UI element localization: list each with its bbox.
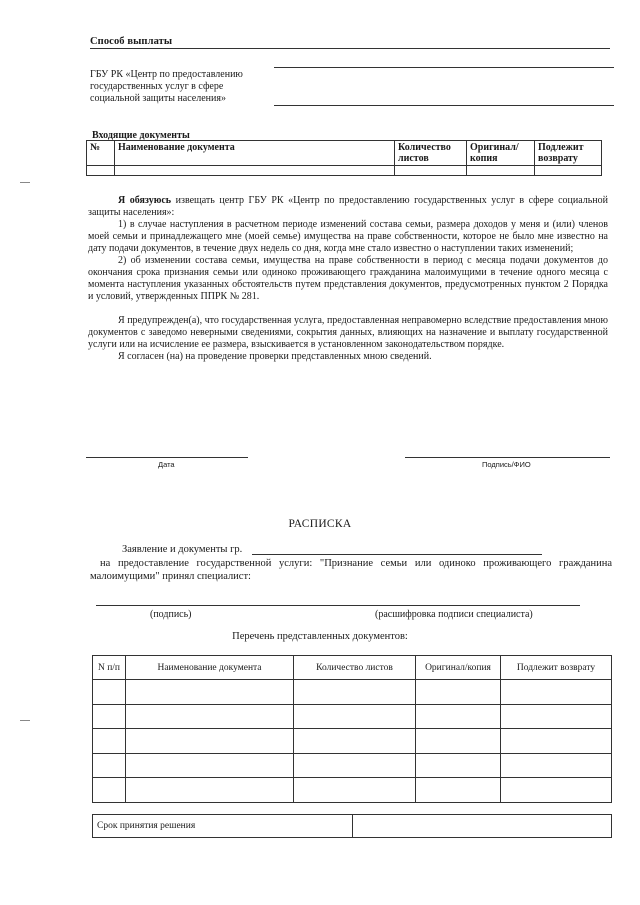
table-row[interactable] [93,704,612,729]
column-header: Оригинал/ копия [467,141,535,166]
documents-list-title: Перечень представленных документов: [232,631,408,642]
organization-fill-line[interactable] [274,105,614,106]
table-row[interactable] [93,815,612,838]
obligation-item-1: 1) в случае наступления в расчетном периоде изменений состава семьи, размера доходов у меня и (или) членов моей семьи и принадлежащего мне (моей семье) имущества на праве собственности, которое не было мне известно на дату подачи документов, в течение двух недель со дня, когда мне стало известно о наступлении таких изменений; [88,219,608,254]
table-cell[interactable] [126,680,294,705]
table-cell[interactable] [395,166,467,176]
table-cell[interactable] [416,753,501,778]
table-cell[interactable] [93,704,126,729]
margin-mark [20,720,30,721]
table-cell[interactable] [126,778,294,803]
receipt-line-2: на предоставление государственной услуги: "Признание семьи или одиноко проживающего гражданина малоимущими" принял специалист: [90,558,612,582]
organization-name [90,69,270,105]
obligation-text [88,195,608,363]
table-cell[interactable] [501,753,612,778]
incoming-documents-heading: Входящие документы [92,130,190,141]
table-cell[interactable] [501,778,612,803]
margin-mark [20,182,30,183]
organization-line: государственных услуг в сфере [90,81,224,92]
obligation-bold: Я обязуюсь [118,195,172,206]
table-header-row [93,656,612,680]
consent-paragraph: Я согласен (на) на проведение проверки представленных мною сведений. [118,351,432,362]
organization-line: ГБУ РК «Центр по предоставлению [90,69,243,80]
table-cell[interactable] [467,166,535,176]
specialist-sign-label: (подпись) [150,609,192,620]
table-cell[interactable] [93,680,126,705]
table-cell[interactable] [416,778,501,803]
table-row[interactable] [93,753,612,778]
receipt-title: РАСПИСКА [288,518,352,530]
column-header: Количество листов [395,141,467,166]
obligation-intro-text: извещать центр ГБУ РК «Центр по предоставлению государственных услуг в сфере социальной защиты населения»: [88,195,608,218]
table-cell[interactable] [93,729,126,754]
decision-deadline-label: Срок принятия решения [93,815,353,838]
column-header: Подлежит возврату [501,656,612,680]
table-cell[interactable] [115,166,395,176]
receipt-documents-table [92,655,612,803]
column-header: № [87,141,115,166]
signature-line[interactable] [405,457,610,458]
organization-fill-line[interactable] [274,67,614,68]
signature-label: Подпись/ФИО [482,460,531,469]
table-cell[interactable] [294,680,416,705]
column-header: Наименование документа [126,656,294,680]
decision-deadline-table [92,814,612,838]
table-row[interactable] [87,166,602,176]
column-header: N п/п [93,656,126,680]
table-cell[interactable] [294,778,416,803]
table-cell[interactable] [294,753,416,778]
organization-line: социальной защиты населения» [90,93,226,104]
table-cell[interactable] [416,729,501,754]
specialist-signature-line[interactable] [96,605,580,606]
table-cell[interactable] [126,704,294,729]
table-cell[interactable] [535,166,602,176]
incoming-documents-table [86,140,602,176]
payment-method-heading: Способ выплаты [90,36,610,49]
table-cell[interactable] [416,704,501,729]
obligation-item-2: 2) об изменении состава семьи, имущества на праве собственности в период с месяца подачи документов до окончания срока признания семьи или одиноко проживающего гражданина малоимущими в течение одного месяца с момента наступления указанных обстоятельств путем представления документов, предусмотренных пунктом 2 Порядка и условий, утвержденных ППРК № 281. [88,255,608,302]
obligation-intro [88,195,608,219]
table-cell[interactable] [87,166,115,176]
table-header-row [87,141,602,166]
table-row[interactable] [93,778,612,803]
date-label: Дата [158,460,175,469]
warning-paragraph: Я предупрежден(а), что государственная услуга, предоставленная неправомерно вследствие предоставления мною документов с заведомо неверными сведениями, сокрытия данных, влияющих на назначение и выплату государственной услуги или на исчисление ее размера, взыскивается в установленном законодательством порядке. [88,315,608,350]
table-cell[interactable] [126,729,294,754]
table-cell[interactable] [294,729,416,754]
table-cell[interactable] [501,704,612,729]
column-header: Подлежит возврату [535,141,602,166]
applicant-name-line[interactable] [252,554,542,555]
table-cell[interactable] [93,778,126,803]
date-line[interactable] [86,457,248,458]
table-row[interactable] [93,729,612,754]
specialist-decode-label: (расшифровка подписи специалиста) [375,609,533,620]
table-cell[interactable] [416,680,501,705]
table-cell[interactable] [501,680,612,705]
table-cell[interactable] [294,704,416,729]
column-header: Количество листов [294,656,416,680]
table-cell[interactable] [126,753,294,778]
table-cell[interactable] [93,753,126,778]
receipt-line-1: Заявление и документы гр. [122,544,243,555]
decision-deadline-value[interactable] [353,815,612,838]
column-header: Оригинал/копия [416,656,501,680]
table-row[interactable] [93,680,612,705]
table-cell[interactable] [501,729,612,754]
column-header: Наименование документа [115,141,395,166]
